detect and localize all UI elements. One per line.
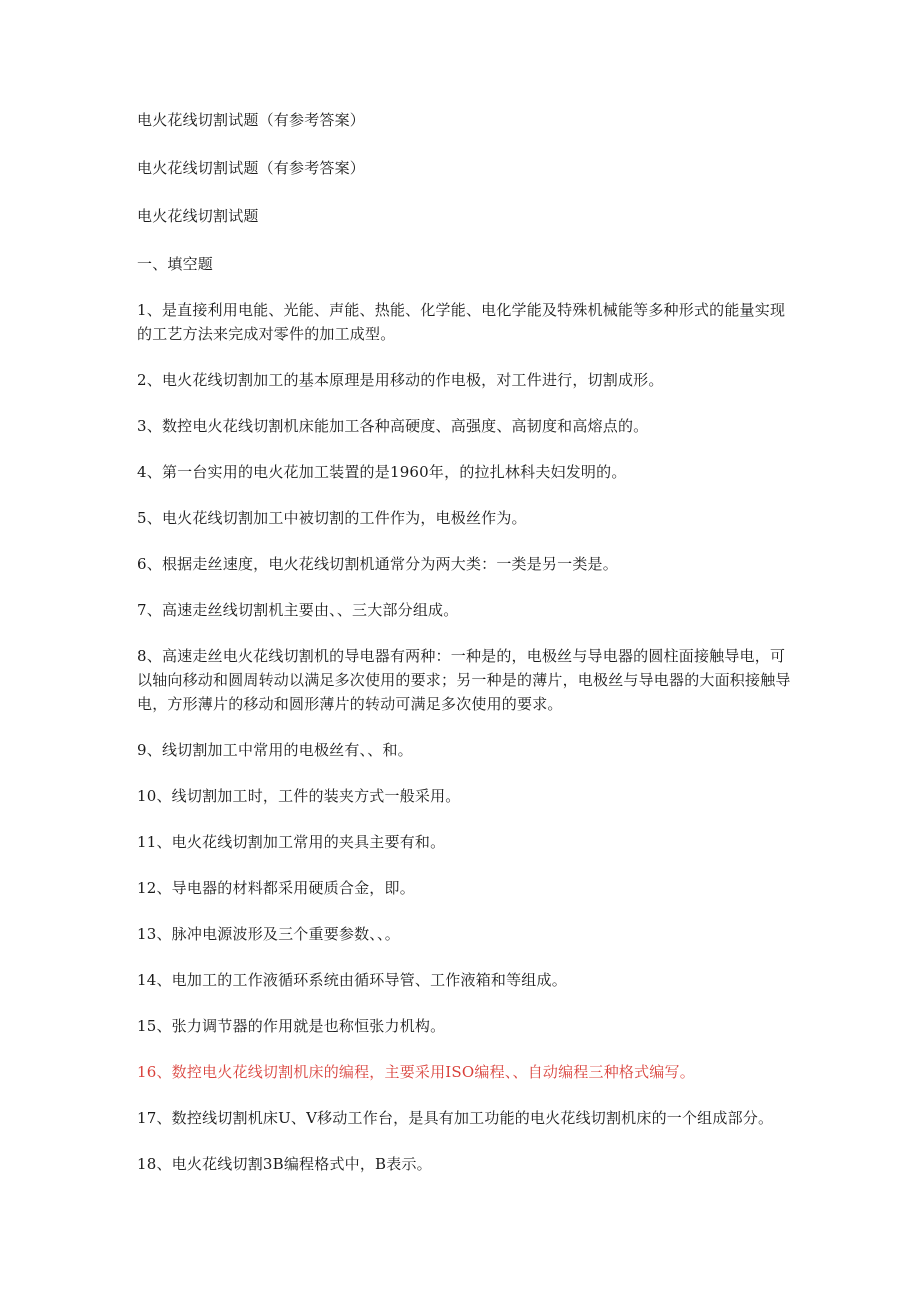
question-item: 8、高速走丝电火花线切割机的导电器有两种：一种是的，电极丝与导电器的圆柱面接触导电，可以轴向移动和圆周转动以满足多次使用的要求；另一种是的薄片，电极丝与导电器的大面积接触导电，方形薄片的移动和圆形薄片的转动可满足多次使用的要求。	[137, 647, 791, 713]
document-subtitle: 电火花线切割试题	[137, 207, 259, 225]
question-item-highlighted: 16、数控电火花线切割机床的编程，主要采用ISO编程、、自动编程三种格式编写。	[137, 1063, 695, 1081]
question-item: 2、电火花线切割加工的基本原理是用移动的作电极，对工件进行，切割成形。	[137, 371, 664, 389]
question-item: 7、高速走丝线切割机主要由、、三大部分组成。	[137, 601, 459, 619]
question-item: 11、电火花线切割加工常用的夹具主要有和。	[137, 833, 446, 851]
question-item: 17、数控线切割机床U、V移动工作台，是具有加工功能的电火花线切割机床的一个组成部分。	[137, 1109, 774, 1127]
question-item: 4、第一台实用的电火花加工装置的是1960年，的拉扎林科夫妇发明的。	[137, 463, 627, 481]
question-item: 5、电火花线切割加工中被切割的工件作为，电极丝作为。	[137, 509, 527, 527]
question-item: 6、根据走丝速度，电火花线切割机通常分为两大类：一类是另一类是。	[137, 555, 618, 573]
question-item: 9、线切割加工中常用的电极丝有、、和。	[137, 741, 413, 759]
question-item: 13、脉冲电源波形及三个重要参数、、。	[137, 925, 400, 943]
section-heading: 一、填空题	[137, 255, 214, 273]
document-title: 电火花线切割试题（有参考答案）	[137, 111, 366, 129]
question-item: 3、数控电火花线切割机床能加工各种高硬度、高强度、高韧度和高熔点的。	[137, 417, 649, 435]
question-item: 12、导电器的材料都采用硬质合金，即。	[137, 879, 415, 897]
question-item: 14、电加工的工作液循环系统由循环导管、工作液箱和等组成。	[137, 971, 567, 989]
question-item: 10、线切割加工时，工件的装夹方式一般采用。	[137, 787, 461, 805]
question-item: 1、是直接利用电能、光能、声能、热能、化学能、电化学能及特殊机械能等多种形式的能量实现的工艺方法来完成对零件的加工成型。	[137, 301, 786, 343]
question-item: 18、电火花线切割3B编程格式中，B表示。	[137, 1155, 432, 1173]
document-title-repeat: 电火花线切割试题（有参考答案）	[137, 159, 366, 177]
question-item: 15、张力调节器的作用就是也称恒张力机构。	[137, 1017, 446, 1035]
document-page	[137, 108, 797, 1198]
